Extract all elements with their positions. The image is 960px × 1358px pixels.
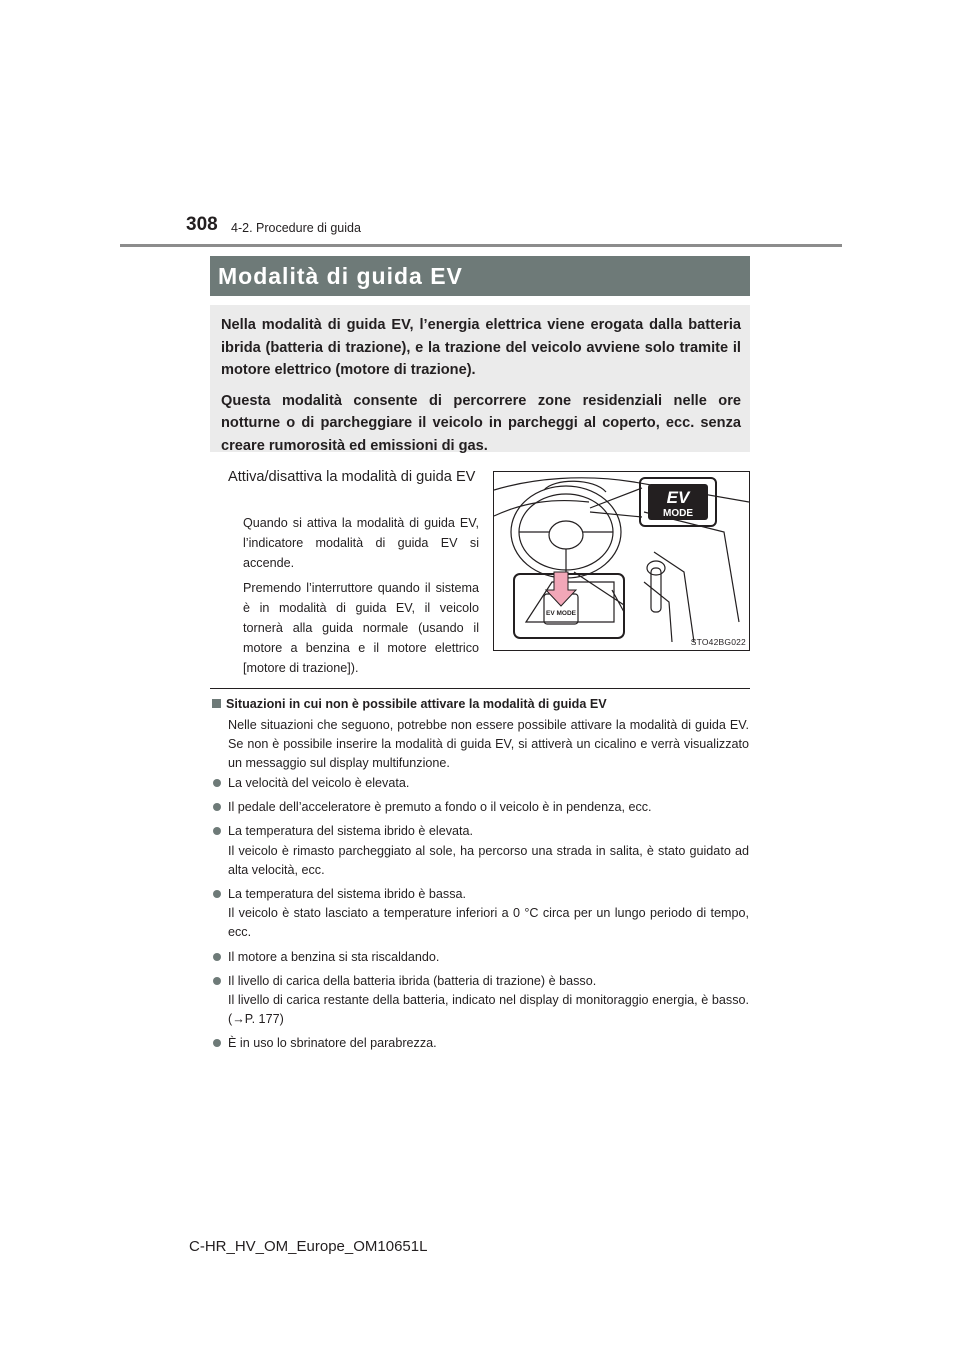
list-item [213, 972, 749, 1030]
dashboard-illustration [494, 472, 749, 650]
lead-paragraph: Quando si attiva la modalità di guida EV, l’indicatore modalità di guida EV si accende. [243, 516, 479, 570]
list-item [213, 885, 749, 943]
section-label: 4-2. Procedure di guida [231, 221, 361, 235]
lead-title: Attiva/disattiva la modalità di guida EV [228, 469, 476, 485]
bullet-dot-icon [213, 977, 221, 985]
ev-mode-indicator-icon [648, 484, 708, 520]
intro-paragraph: Nella modalità di guida EV, l’energia elettrica viene erogata dalla batteria ibrida (batteria di trazione), e la trazione del veicolo avviene solo tramite il motore elettrico (motore di trazione). [221, 317, 741, 378]
header-rule [120, 244, 842, 247]
list-item [213, 1034, 749, 1053]
bullet-dot-icon [213, 779, 221, 787]
switch-label: EV MODE [546, 610, 576, 617]
list-item-text: La temperatura del sistema ibrido è bassa. [228, 887, 467, 902]
list-item-text: Il livello di carica della batteria ibrida (batteria di trazione) è basso. [228, 973, 597, 988]
intro-paragraph: Questa modalità consente di percorrere zone residenziali nelle ore notturne o di parcheggiare il veicolo in parcheggi al coperto, ecc. senza creare rumorosità ed emissioni di gas. [221, 392, 741, 454]
list-item-detail: Il veicolo è rimasto parcheggiato al sole, ha percorso una strada in salita, è stato guidato ad alta velocità, ecc. [228, 843, 749, 877]
lead-paragraph: Premendo l’interruttore quando il sistema è in modalità di guida EV, il veicolo tornerà alla guida normale (usando il motore a benzina e il motore elettrico [motore di trazione]). [243, 581, 479, 675]
list-item [213, 822, 749, 880]
intro-box [210, 305, 750, 452]
dashboard-outline [494, 478, 749, 502]
list-item-text: Il motore a benzina si sta riscaldando. [228, 949, 440, 964]
bullet-dot-icon [213, 953, 221, 961]
indicator-text-bottom: MODE [663, 508, 693, 519]
lead-body [243, 513, 479, 683]
indicator-text-top: EV [666, 488, 690, 507]
bullet-dot-icon [213, 803, 221, 811]
center-console [644, 512, 739, 642]
switch-leader-lines [574, 572, 624, 612]
list-item [213, 774, 749, 793]
arrow-down-icon [546, 572, 576, 606]
conditions-list [213, 774, 749, 1059]
list-item-text: Il pedale dell’acceleratore è premuto a fondo o il veicolo è in pendenza, ecc. [228, 800, 652, 815]
conditions-intro: Nelle situazioni che seguono, potrebbe non essere possibile attivare la modalità di guida EV. Se non è possibile inserire la modalità di guida EV, si attiverà un cicalino e verrà visualizzato un messaggio sul display multifunzione. [228, 718, 749, 771]
steering-hub [549, 521, 583, 549]
conditions-heading-text: Situazioni in cui non è possibile attivare la modalità di guida EV [226, 697, 607, 711]
bullet-dot-icon [213, 827, 221, 835]
square-bullet-icon [212, 699, 221, 708]
list-item-text: È in uso lo sbrinatore del parabrezza. [228, 1036, 437, 1051]
page-title: Modalità di guida EV [210, 256, 750, 296]
switch-callout [514, 574, 624, 638]
list-item-text: La velocità del veicolo è elevata. [228, 776, 410, 790]
section-rule [210, 688, 750, 689]
list-item-text: La temperatura del sistema ibrido è elevata. [228, 824, 474, 839]
bullet-dot-icon [213, 890, 221, 898]
figure-code: STO42BG022 [690, 637, 746, 647]
page-number: 308 [186, 214, 218, 235]
list-item [213, 948, 749, 967]
list-item-detail: Il livello di carica restante della batteria, indicato nel display di monitoraggio energia, è basso. (→P. 177) [228, 993, 749, 1027]
ev-mode-figure [493, 471, 750, 651]
list-item [213, 798, 749, 817]
list-item-detail: Il veicolo è stato lasciato a temperature inferiori a 0 °C circa per un lungo periodo di tempo, ecc. [228, 906, 749, 940]
conditions-heading [212, 697, 607, 711]
footer-code: C-HR_HV_OM_Europe_OM10651L [189, 1238, 428, 1255]
dashboard-line [494, 501, 589, 516]
bullet-dot-icon [213, 1039, 221, 1047]
